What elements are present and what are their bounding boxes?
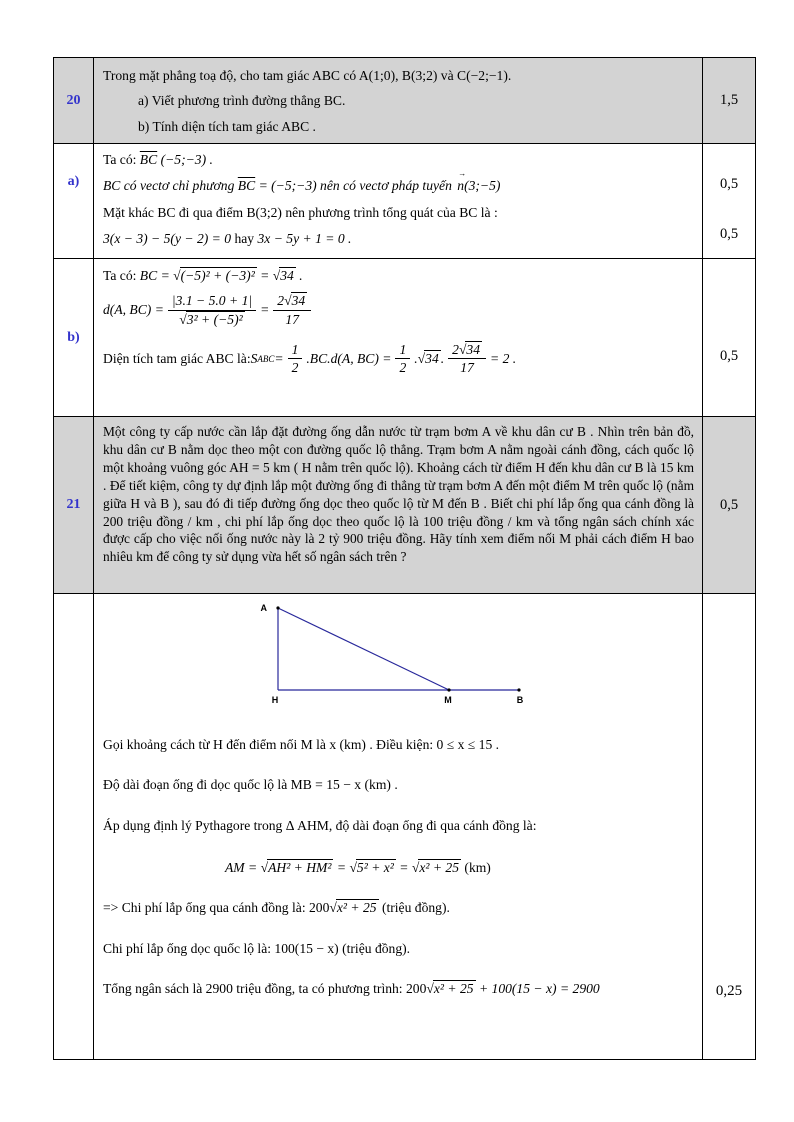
radicand: 5² + x² [356, 860, 394, 876]
sqrt-symbol: √ [426, 981, 434, 997]
radical [349, 860, 395, 875]
part-a-content-cell [94, 144, 703, 259]
question-20-statement: Trong mặt phẳng toạ độ, cho tam giác ABC có A(1;0), B(3;2) và C(−2;−1). [103, 68, 512, 83]
part-b-content-cell [94, 259, 703, 417]
math-fragment: 200 [309, 900, 330, 916]
math-fragment: BC = [139, 268, 174, 283]
numerator: |3.1 − 5.0 + 1| [168, 293, 256, 311]
denominator: 2 [399, 360, 407, 376]
math-fragment: BC có vectơ chỉ phương [103, 178, 238, 194]
part-label-cell-b [54, 259, 94, 417]
math-fragment: 3(x − 3) − 5(y − 2) = 0 [103, 231, 235, 247]
question-21-content-cell [94, 417, 703, 594]
numerator: 1 [288, 342, 303, 360]
denominator [168, 311, 256, 328]
subscript: ABC [257, 353, 275, 364]
sqrt-symbol: √ [173, 268, 181, 283]
points-cell-q20 [703, 58, 756, 144]
math-fragment: 2 [452, 341, 459, 357]
part-label-a: a) [67, 174, 80, 189]
text-fragment: => Chi phí lắp ống qua cánh đồng là: [103, 900, 309, 916]
math-fragment: . [295, 268, 303, 283]
points-cell-q21 [703, 417, 756, 594]
solution-content-cell [94, 594, 703, 1060]
solution-line-3: Áp dụng định lý Pythagore trong Δ AHM, độ dài đoạn ống đi qua cánh đồng là: [103, 817, 537, 833]
math-fragment: . [440, 350, 445, 366]
text-fragment: (triệu đồng). [378, 900, 450, 916]
fraction [288, 342, 303, 376]
solution-line-5 [94, 899, 702, 917]
math-fragment: . [414, 350, 418, 366]
sqrt-symbol: √ [349, 860, 357, 876]
radical [412, 860, 461, 875]
area-formula [94, 342, 702, 376]
points-cell-b [703, 259, 756, 417]
part-label-b: b) [67, 329, 80, 345]
math-fragment: + 100(15 − x) = 2900 [475, 981, 600, 997]
text-fragment: Ta có: [103, 152, 140, 167]
radical [273, 268, 296, 283]
vector-arrow: → [458, 169, 467, 179]
question-20-part-a: a) Viết phương trình đường thẳng BC. [138, 93, 346, 109]
normal-vector-n [457, 169, 467, 195]
question-number-20: 20 [66, 92, 81, 108]
point-b [517, 688, 520, 691]
radical [418, 350, 441, 368]
radicand: x² + 25 [336, 900, 377, 916]
sqrt-symbol: √ [260, 860, 269, 876]
fraction [448, 342, 486, 376]
sqrt-symbol: √ [458, 341, 467, 357]
math-fragment: = [333, 860, 350, 876]
points-cell-solution [703, 594, 756, 1060]
text-fragment: Tổng ngân sách là 2900 triệu đồng, ta có phương trình: [103, 981, 406, 997]
solution-line-6: Chi phí lắp ống dọc quốc lộ là: 100(15 − x) (triệu đồng). [103, 940, 411, 956]
radicand: 3² + (−5)² [186, 311, 243, 327]
math-fragment: 3x − 5y + 1 = 0 . [257, 231, 352, 247]
radicand: 34 [280, 268, 294, 283]
question-number-cell-21 [54, 417, 94, 594]
fraction [168, 293, 256, 327]
points-value: 0,5 [719, 176, 739, 192]
radicand: 34 [291, 293, 306, 309]
numerator: 1 [395, 342, 410, 360]
numerator [448, 342, 486, 360]
numerator [273, 293, 311, 311]
radicand: 34 [425, 350, 439, 366]
question-20-part-b: b) Tính diện tích tam giác ABC . [138, 118, 316, 134]
sqrt-symbol: √ [284, 293, 292, 309]
math-fragment: AM = [225, 860, 261, 876]
math-fragment: n [457, 178, 465, 194]
points-value: 0,5 [719, 226, 739, 242]
part-a-line-4 [94, 230, 702, 248]
math-fragment: S [250, 350, 258, 366]
sqrt-symbol: √ [179, 311, 187, 327]
segment-am [278, 608, 449, 690]
question-number-21: 21 [66, 497, 81, 512]
sqrt-symbol: √ [411, 860, 420, 876]
label-point-a: A [260, 603, 267, 613]
points-value: 0,25 [715, 983, 743, 999]
math-fragment: 2 [277, 293, 285, 309]
math-fragment: = 2 . [490, 350, 517, 366]
radical [329, 900, 378, 915]
question-20-content-cell [94, 58, 703, 144]
vector-bc: $\overline{BC}$ [237, 178, 256, 194]
solution-line-1: Gọi khoảng cách từ H đến điểm nối M là x (km) . Điều kiện: 0 ≤ x ≤ 15 . [103, 737, 500, 752]
radicand: x² + 25 [433, 981, 474, 997]
radicand: AH² + HM² [268, 860, 332, 876]
sqrt-symbol: √ [417, 350, 426, 366]
part-label-cell-a [54, 144, 94, 259]
math-fragment: = [395, 860, 412, 876]
radical [261, 860, 334, 875]
points-value: 1,5 [719, 92, 739, 108]
unit-fragment: (km) [461, 860, 491, 876]
math-fragment: (3;−5) [464, 178, 501, 194]
vector-bc: $\overline{BC}$ [139, 152, 158, 167]
denominator: 17 [460, 360, 474, 376]
text-fragment: Ta có: [103, 268, 140, 283]
radicand: (−5)² + (−3)² [180, 268, 255, 283]
math-fragment: .BC.d(A, BC) = [306, 350, 392, 366]
distance-formula [94, 293, 702, 327]
math-fragment: = [274, 350, 284, 366]
part-b-line-1 [94, 267, 702, 285]
radical [173, 268, 257, 283]
part-a-line-2 [94, 169, 702, 195]
part-a-line-1 [94, 151, 702, 169]
radical [426, 981, 475, 996]
math-fragment: = [260, 302, 270, 318]
question-number-cell-20 [54, 58, 94, 144]
triangle-diagram [94, 600, 654, 712]
radicand: x² + 25 [419, 860, 460, 876]
math-fragment: = [256, 268, 273, 283]
label-point-m: M [444, 695, 452, 705]
denominator: 17 [285, 311, 300, 327]
question-21-statement: Một công ty cấp nước cần lắp đặt đường ống dẫn nước từ trạm bơm A về khu dân cư B . Nhìn trên bản đồ, khu dân cư B nằm dọc theo một con đường quốc lộ thẳng. Trạm bơm A nằm ngoài cánh đồng, cách quốc lộ một khoảng vuông góc AH = 5 km ( H nằm trên quốc lộ). Khoảng cách từ điểm H đến khu dân cư B là 15 km . Để tiết kiệm, công ty dự định lắp một đường ống đi thẳng từ trạm bơm A đến một điểm M trên quốc lộ (nằm giữa H và B ), sau đó đi tiếp đường ống dọc theo quốc lộ từ M đến B . Biết chi phí lắp ống qua cánh đồng là 200 triệu đồng / km , chi phí lắp ống dọc theo quốc lộ là 100 triệu đồng / km và tổng ngân sách chính xác được cấp cho việc nối ống nước này là 2 tỷ 900 triệu đồng. Hãy tính xem điểm nối M phải cách điểm H bao nhiêu km để công ty sử dụng vừa hết số ngân sách trên ? [103, 424, 694, 565]
point-a [276, 606, 279, 609]
pythagoras-formula [94, 859, 702, 877]
denominator: 2 [291, 360, 299, 376]
fraction [395, 342, 410, 376]
rubric-table [53, 57, 756, 1060]
label-point-h: H [271, 695, 279, 705]
math-fragment: 200 [406, 981, 427, 997]
math-fragment: d(A, BC) = [103, 302, 164, 318]
solution-line-2: Độ dài đoạn ống đi dọc quốc lộ là MB = 15 − x (km) . [103, 777, 398, 793]
label-point-b: B [516, 695, 524, 705]
points-value: 0,5 [719, 348, 739, 364]
points-value: 0,5 [719, 496, 739, 513]
solution-line-7 [94, 980, 702, 998]
point-m [447, 688, 450, 691]
math-fragment: (−5;−3) . [157, 152, 213, 167]
math-fragment: = (−5;−3) nên có vectơ pháp tuyến [255, 178, 456, 194]
solution-label-cell [54, 594, 94, 1060]
text-fragment: Diện tích tam giác ABC là: [103, 350, 251, 366]
fraction [273, 293, 311, 327]
sqrt-symbol: √ [272, 268, 281, 283]
radicand: 34 [466, 341, 480, 357]
text-fragment: hay [234, 231, 258, 247]
sqrt-symbol: √ [329, 900, 337, 916]
points-cell-a [703, 144, 756, 259]
part-a-line-3: Mặt khác BC đi qua điểm B(3;2) nên phương trình tổng quát của BC là : [103, 204, 498, 220]
